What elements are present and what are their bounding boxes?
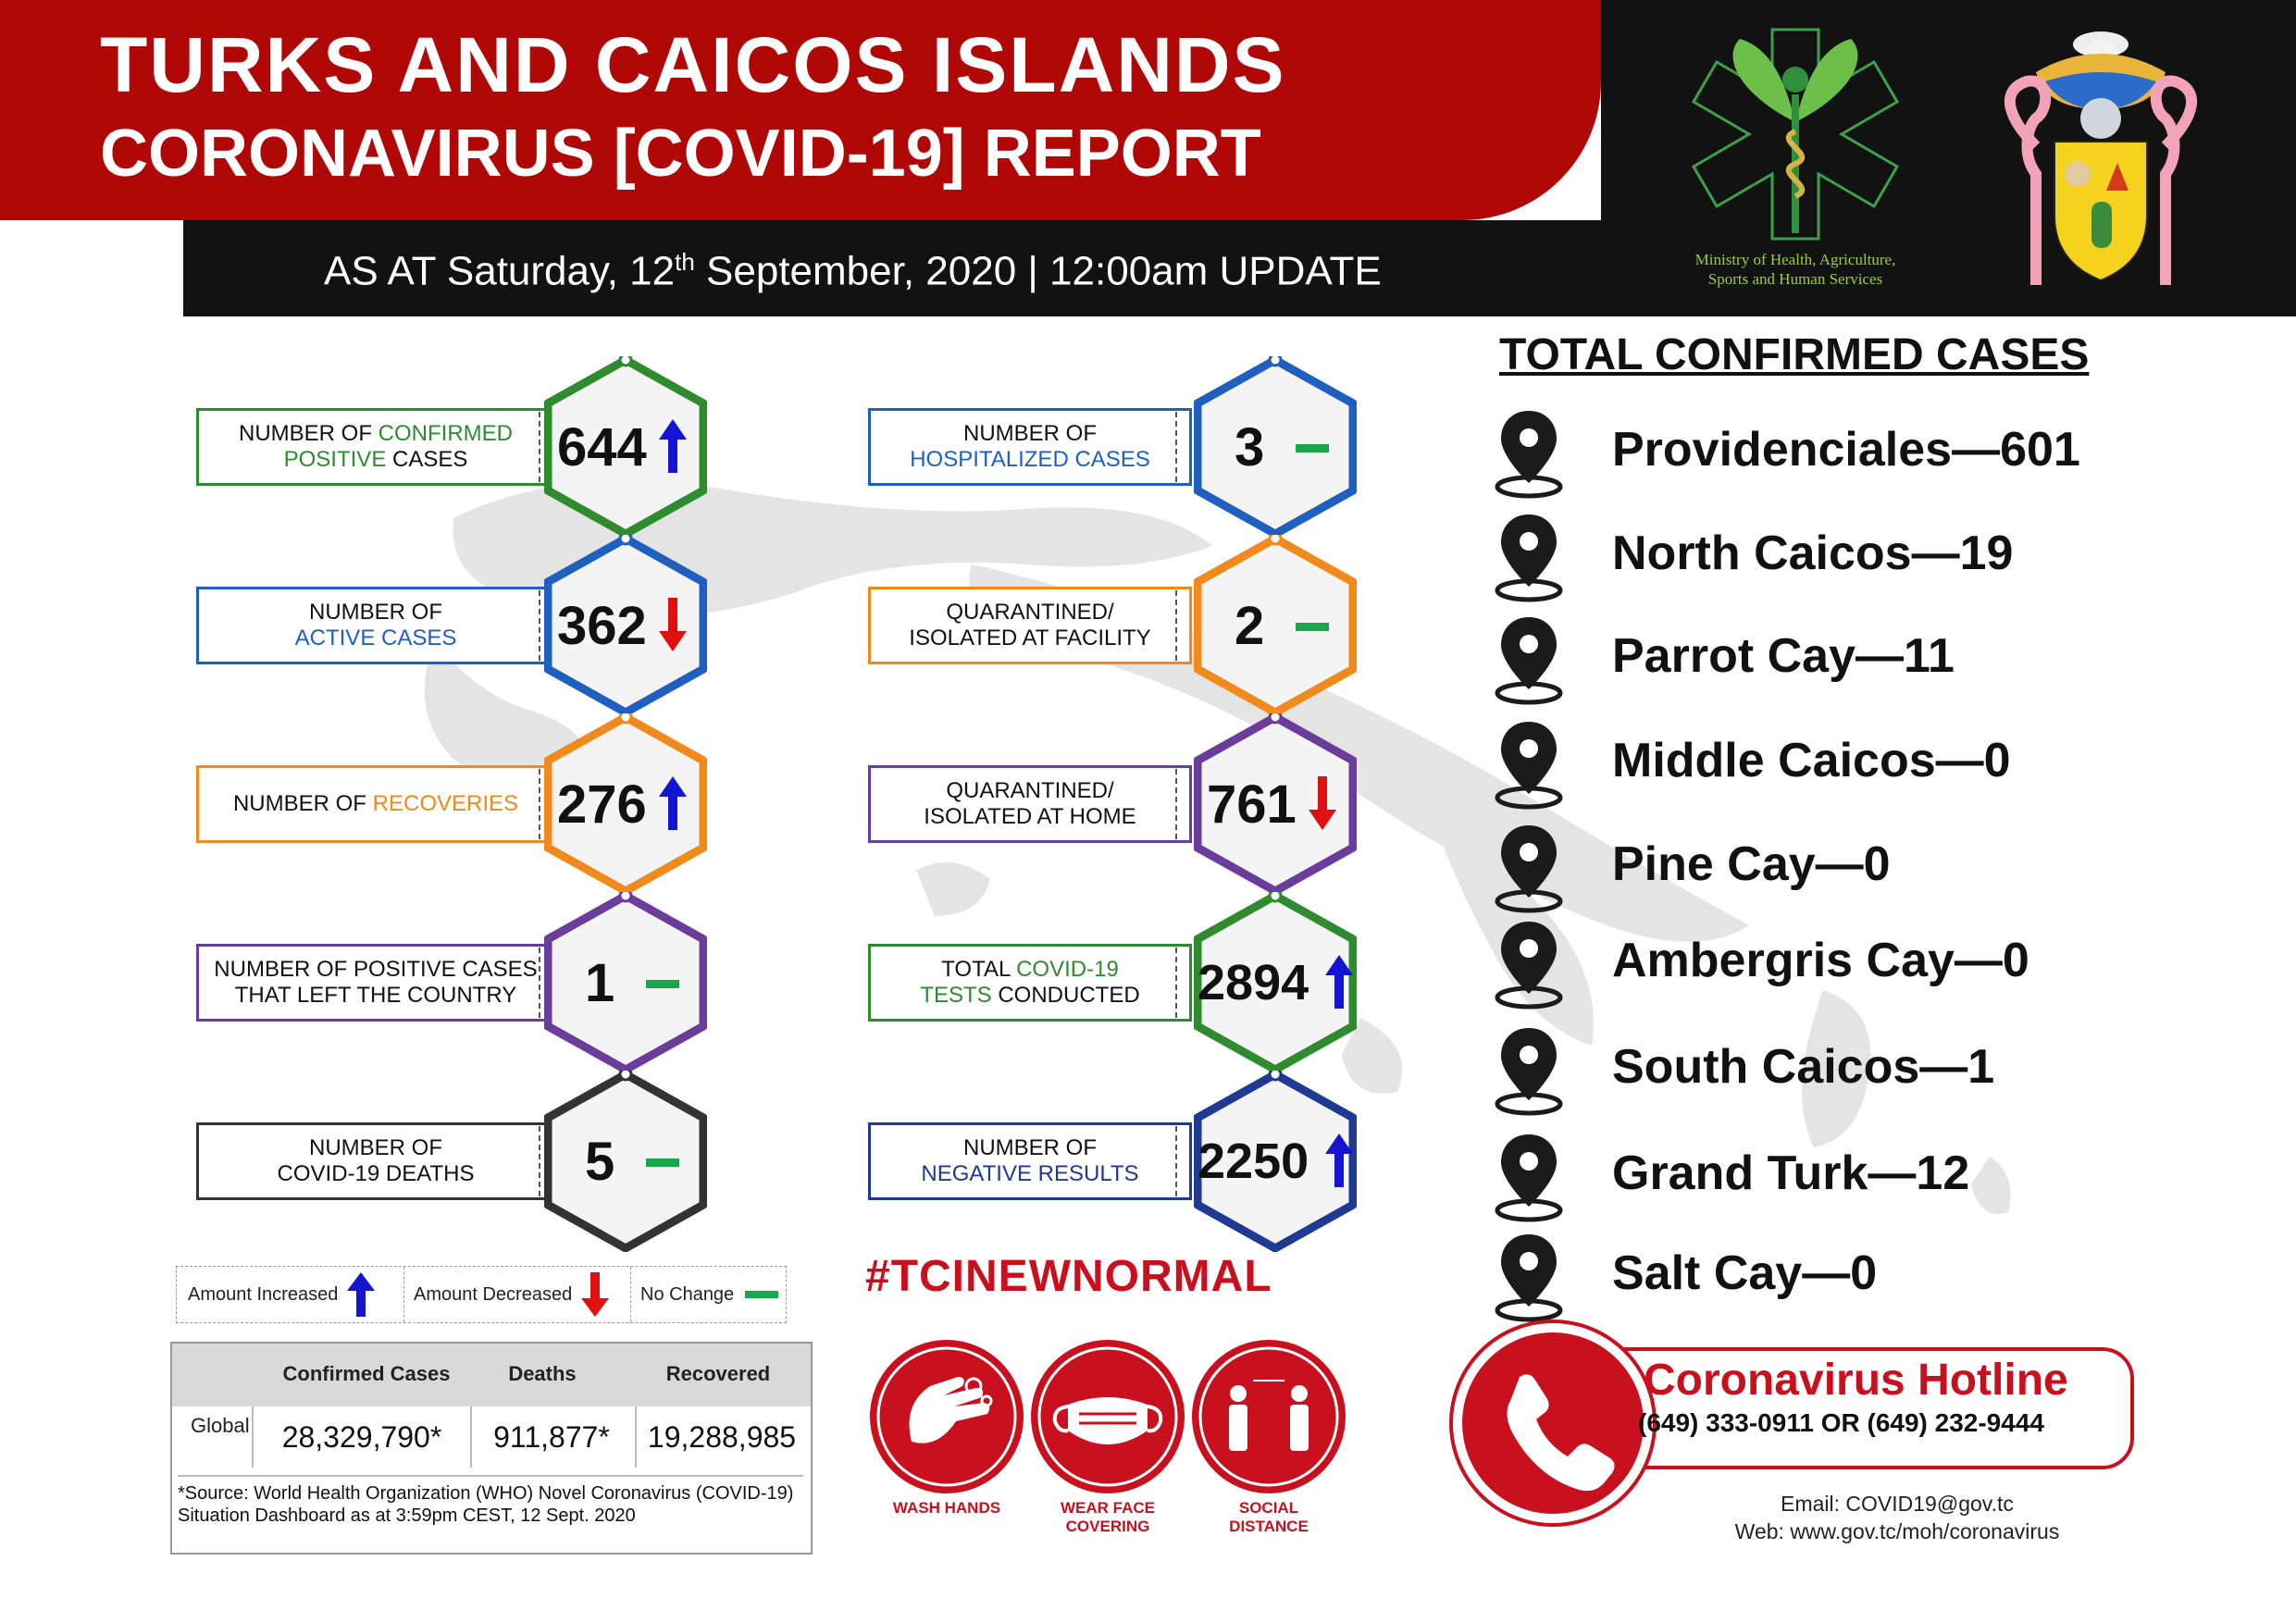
- location-item: [1490, 822, 2138, 914]
- location-text: Pine Cay—0: [1612, 837, 1891, 891]
- left-stat-hexagon-1: [544, 356, 707, 538]
- location-text: Middle Caicos—0: [1612, 734, 2011, 787]
- source-note: *Source: World Health Organization (WHO) Novel Coronavirus (COVID-19) Situation Dashboard as at 3:59pm CEST, 12 Sept. 2020: [178, 1475, 803, 1527]
- map-pin-icon: [1490, 511, 1568, 603]
- label-highlight: ACTIVE CASES: [294, 626, 457, 650]
- connector-line: [1175, 1126, 1179, 1196]
- label-text: NUMBER OF: [239, 421, 379, 446]
- header-recovered: Recovered: [665, 1362, 771, 1385]
- left-stat-card-5: [196, 1122, 555, 1200]
- map-pin-icon: [1490, 1131, 1568, 1223]
- map-pin-icon: [1490, 718, 1568, 811]
- legend-decreased: [403, 1267, 611, 1322]
- contact-website[interactable]: Web: www.gov.tc/moh/coronavirus: [1734, 1519, 2060, 1543]
- location-text: Grand Turk—12: [1612, 1146, 1970, 1200]
- hotline-title: Coronavirus Hotline: [1644, 1356, 2068, 1405]
- coat-of-arms-logo: [1980, 17, 2221, 294]
- global-recovered-value: 19,288,985: [647, 1419, 797, 1454]
- location-item: [1490, 1231, 2138, 1323]
- right-stat-hexagon-1: [1194, 356, 1357, 538]
- dash-icon: [743, 1288, 780, 1301]
- face-covering-caption: [1031, 1499, 1185, 1536]
- left-stat-card-2: [196, 587, 555, 664]
- left-stat-card-4: [196, 944, 555, 1022]
- hotline-numbers[interactable]: (649) 333-0911 OR (649) 232-9444: [1638, 1408, 2044, 1437]
- connector-line: [539, 590, 542, 661]
- label-text: POSITIVE: [283, 447, 387, 472]
- right-stat-hexagon-5: [1194, 1071, 1357, 1252]
- right-stat-card-2: [868, 587, 1192, 664]
- stat-label: [278, 1135, 475, 1187]
- connector-line: [539, 948, 542, 1018]
- connector-line: [1175, 590, 1179, 661]
- stat-value: 2250: [1198, 1134, 1309, 1189]
- connector-line: [539, 769, 542, 839]
- stat-value: 644: [557, 416, 647, 477]
- table-header: [172, 1344, 811, 1406]
- location-text: North Caicos—19: [1612, 527, 2014, 580]
- label-text: ISOLATED AT HOME: [924, 804, 1136, 829]
- stat-label: [920, 957, 1139, 1009]
- location-item: [1490, 407, 2138, 500]
- left-stat-card-1: [196, 408, 555, 486]
- caption-line: SOCIAL: [1238, 1499, 1299, 1517]
- right-stat-hexagon-3: [1194, 713, 1357, 895]
- right-stat-card-4: [868, 944, 1192, 1022]
- label-text: NUMBER OF: [309, 1135, 442, 1160]
- header-deaths: Deaths: [508, 1362, 577, 1385]
- page-title: TURKS AND CAICOS ISLANDS: [100, 21, 1286, 108]
- location-item: [1490, 1024, 2138, 1117]
- stat-label: [295, 600, 457, 651]
- connector-line: [1175, 769, 1179, 839]
- label-text: NUMBER OF POSITIVE CASES: [214, 957, 538, 982]
- stat-value: 1: [585, 952, 615, 1013]
- left-stat-hexagon-4: [544, 892, 707, 1073]
- row-label-global: Global: [191, 1414, 250, 1437]
- map-pin-icon: [1490, 1024, 1568, 1117]
- legend-increased: [188, 1267, 377, 1322]
- label-text: QUARANTINED/: [946, 600, 1114, 625]
- connector-line: [539, 412, 542, 482]
- label-text: TESTS: [920, 983, 992, 1008]
- label-highlight: NEGATIVE RESULTS: [921, 1161, 1139, 1186]
- location-item: [1490, 918, 2138, 1010]
- wash-hands-caption: WASH HANDS: [892, 1499, 1001, 1517]
- connector-line: [1175, 948, 1179, 1018]
- stat-value: 3: [1235, 416, 1265, 477]
- label-text: TOTAL: [941, 957, 1017, 982]
- stat-label: [921, 1135, 1138, 1187]
- ministry-name: Ministry of Health, Agriculture, Sports and Human Services: [1694, 251, 1896, 288]
- header-confirmed: Confirmed Cases: [282, 1362, 451, 1385]
- label-text: CONDUCTED: [991, 983, 1140, 1008]
- hexagon-shape: [1194, 535, 1357, 716]
- phone-icon: [1462, 1332, 1644, 1514]
- stat-value: 276: [557, 774, 647, 835]
- caption-line: COVERING: [1065, 1518, 1150, 1535]
- legend-increased-label: Amount Increased: [188, 1283, 339, 1305]
- ministry-logo: [1684, 20, 1906, 242]
- arrow-down-icon: [579, 1270, 611, 1319]
- stat-label: [233, 791, 518, 817]
- wash-hands-icon: [870, 1340, 1024, 1493]
- right-stat-card-1: [868, 408, 1192, 486]
- label-highlight: RECOVERIES: [372, 791, 519, 816]
- stat-value: 2: [1235, 595, 1265, 656]
- left-stat-card-3: [196, 765, 555, 843]
- right-stat-card-3: [868, 765, 1192, 843]
- map-pin-icon: [1490, 918, 1568, 1010]
- label-text: NUMBER OF: [309, 600, 442, 625]
- label-highlight: COVID-19: [1016, 957, 1119, 982]
- label-text: COVID-19 DEATHS: [277, 1161, 475, 1186]
- stat-value: 362: [557, 595, 647, 656]
- campaign-hashtag: #TCINEWNORMAL: [865, 1252, 1272, 1301]
- legend-no-change-label: No Change: [640, 1283, 735, 1305]
- map-pin-icon: [1490, 407, 1568, 500]
- connector-line: [539, 1126, 542, 1196]
- label-text: ISOLATED AT FACILITY: [909, 626, 1151, 650]
- right-stat-hexagon-4: [1194, 892, 1357, 1073]
- label-text: THAT LEFT THE COUNTRY: [234, 983, 517, 1008]
- legend-decreased-label: Amount Decreased: [414, 1283, 573, 1305]
- social-distance-icon: [1192, 1340, 1346, 1493]
- left-stat-hexagon-2: [544, 535, 707, 716]
- arrow-up-icon: [345, 1270, 377, 1319]
- page-subtitle: CORONAVIRUS [COVID-19] REPORT: [100, 117, 1261, 191]
- hotline-circle: [1453, 1323, 1653, 1523]
- label-text: NUMBER OF: [962, 1135, 1097, 1160]
- location-text: Salt Cay—0: [1612, 1246, 1878, 1300]
- contact-email[interactable]: Email: COVID19@gov.tc: [1781, 1492, 2014, 1516]
- stat-value: 761: [1207, 774, 1297, 835]
- caption-line: WEAR FACE: [1061, 1499, 1155, 1517]
- stat-label: [909, 600, 1150, 651]
- label-highlight: CONFIRMED: [378, 421, 513, 446]
- map-pin-icon: [1490, 1231, 1568, 1323]
- left-stat-hexagon-3: [544, 713, 707, 895]
- report-date: AS AT Saturday, 12th September, 2020 | 12:00am UPDATE: [324, 248, 1382, 294]
- location-item: [1490, 511, 2138, 603]
- hexagon-shape: [1194, 356, 1357, 538]
- stat-value: 5: [585, 1131, 615, 1192]
- hexagon-shape: [544, 1071, 707, 1252]
- connector-line: [1175, 412, 1179, 482]
- stat-label: [239, 421, 513, 473]
- stat-label: [214, 957, 537, 1009]
- stat-label: [910, 421, 1150, 473]
- label-text: NUMBER OF: [963, 421, 1097, 446]
- label-highlight: HOSPITALIZED CASES: [910, 447, 1150, 472]
- legend-no-change: [630, 1267, 780, 1322]
- location-text: Parrot Cay—11: [1612, 629, 1955, 683]
- global-deaths-value: 911,877*: [468, 1406, 637, 1468]
- location-item: [1490, 1131, 2138, 1223]
- label-text: NUMBER OF: [232, 791, 373, 816]
- left-stat-hexagon-5: [544, 1071, 707, 1252]
- social-distance-caption: [1192, 1499, 1346, 1536]
- trend-legend: [176, 1266, 787, 1323]
- map-pin-icon: [1490, 613, 1568, 706]
- total-confirmed-title: TOTAL CONFIRMED CASES: [1499, 330, 2090, 379]
- location-text: South Caicos—1: [1612, 1040, 1995, 1094]
- right-stat-hexagon-2: [1194, 535, 1357, 716]
- face-mask-icon: [1031, 1340, 1185, 1493]
- location-item: [1490, 718, 2138, 811]
- global-confirmed-value: 28,329,790*: [252, 1406, 472, 1468]
- stat-label: [924, 778, 1136, 830]
- location-text: Providenciales—601: [1612, 423, 2080, 477]
- label-text: CASES: [386, 447, 468, 472]
- global-stats-table: [170, 1342, 813, 1555]
- location-text: Ambergris Cay—0: [1612, 934, 2029, 987]
- stat-value: 2894: [1198, 955, 1309, 1010]
- label-text: QUARANTINED/: [946, 778, 1114, 803]
- right-stat-card-5: [868, 1122, 1192, 1200]
- location-item: [1490, 613, 2138, 706]
- map-pin-icon: [1490, 822, 1568, 914]
- hexagon-shape: [544, 892, 707, 1073]
- caption-line: DISTANCE: [1229, 1518, 1309, 1535]
